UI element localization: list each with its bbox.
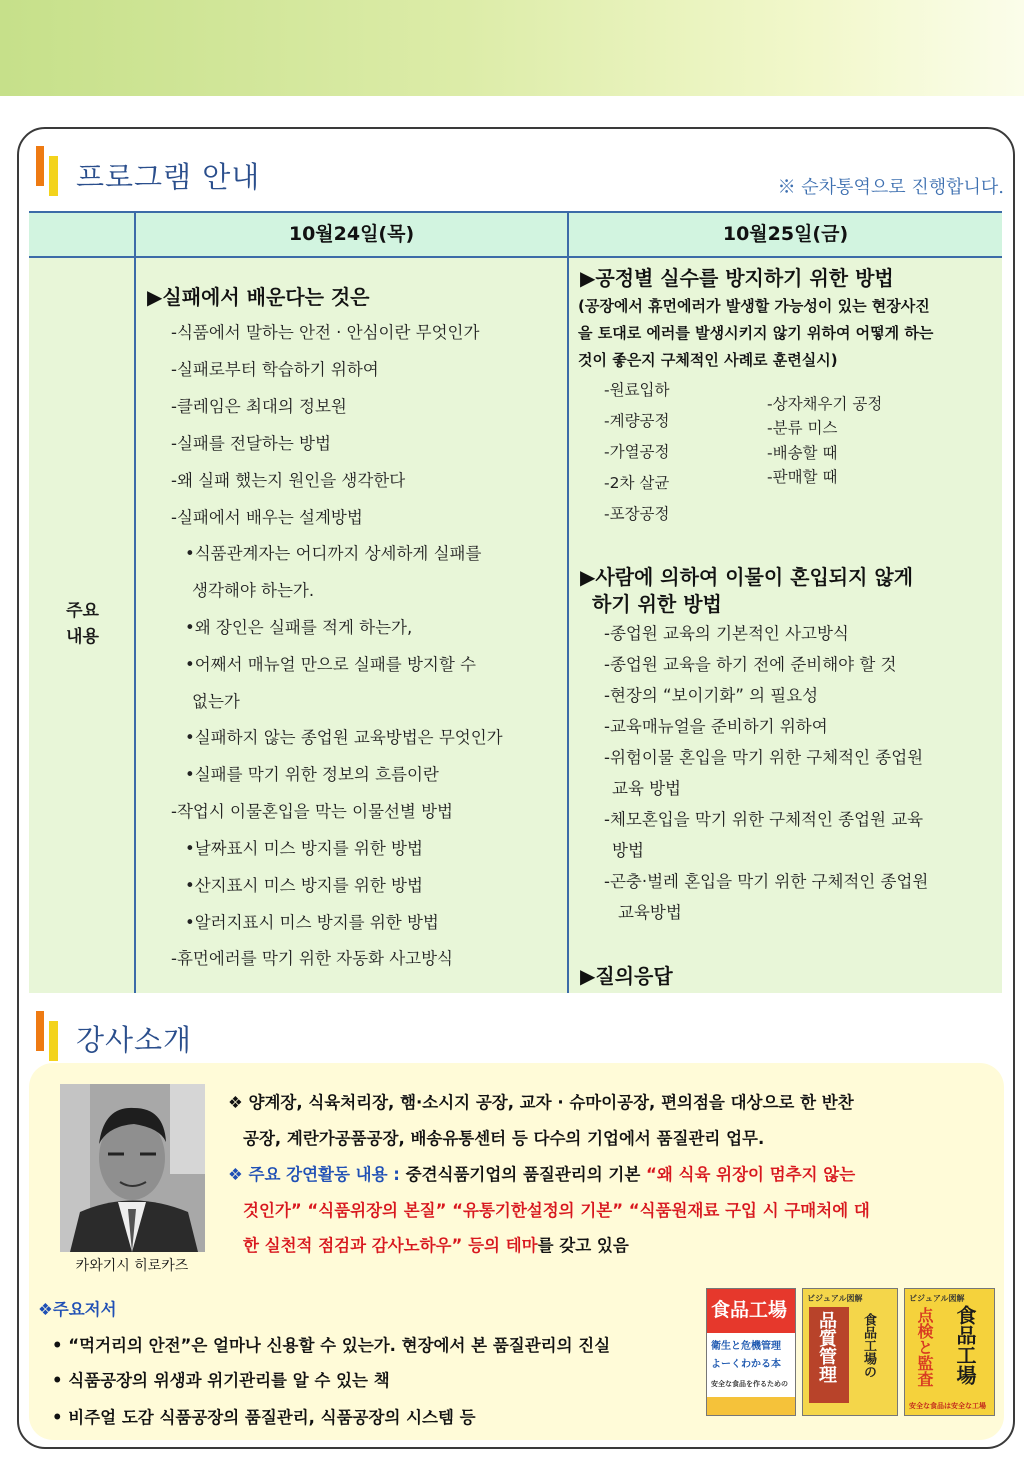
day1-item: -실패에서 배우는 설계방법	[171, 508, 363, 527]
process-item: -분류 미스	[767, 419, 838, 437]
day1-item: •산지표시 미스 방지를 위한 방법	[185, 876, 423, 895]
day2-item: -종업원 교육을 하기 전에 준비해야 할 것	[604, 655, 897, 674]
day2-item: -곤충·벌레 혼입을 막기 위한 구체적인 종업원	[604, 872, 929, 891]
day1-item: •어째서 매뉴얼 만으로 실패를 방지할 수	[185, 655, 476, 674]
day2-section-title: ▶공정별 실수를 방지하기 위한 방법	[580, 266, 894, 290]
process-item: -상자채우기 공정	[767, 395, 883, 413]
day1-item: •왜 장인은 실패를 적게 하는가,	[185, 618, 413, 637]
day1-item: -실패로부터 학습하기 위하여	[171, 360, 379, 379]
process-item: -포장공정	[604, 505, 670, 523]
day2-item: -위험이물 혼입을 막기 위한 구체적인 종업원	[604, 748, 924, 767]
process-item: -계량공정	[604, 412, 670, 430]
book-cover: ビジュアル図解 食品工場 点検と監査 安全な食品は安全な工場	[904, 1288, 995, 1416]
speaker-heading: 강사소개	[76, 1023, 193, 1057]
day2-item: 교육 방법	[612, 779, 682, 798]
day1-item: •실패를 막기 위한 정보의 흐름이란	[185, 765, 439, 784]
day2-item: 교육방법	[618, 903, 682, 922]
header-banner	[0, 0, 1024, 96]
day2-date: 10월25일(금)	[722, 223, 849, 245]
process-item: -가열공정	[604, 443, 670, 461]
books-title: ❖주요저서	[38, 1300, 117, 1319]
heading-marker-icon	[36, 1011, 60, 1061]
book-cover: ビジュアル図解 品質管理 食品工場の	[802, 1288, 898, 1416]
column-divider	[567, 213, 569, 993]
speaker-lectures: 한 실천적 점검과 감사노하우” 등의 테마를 갖고 있음	[243, 1236, 629, 1255]
day1-item: •알러지표시 미스 방지를 위한 방법	[185, 913, 439, 932]
speaker-lectures: 것인가” “식품위장의 본질” “유통기한설정의 기본” “식품원재료 구입 시 구매처에 대	[243, 1201, 870, 1220]
book-item: • 식품공장의 위생과 위기관리를 알 수 있는 책	[52, 1371, 390, 1390]
day1-title: ▶실패에서 배운다는 것은	[147, 285, 370, 309]
day2-item: -종업원 교육의 기본적인 사고방식	[604, 624, 849, 643]
day1-item: 없는가	[192, 692, 240, 711]
speaker-bio: ❖ 양계장, 식육처리장, 햄·소시지 공장, 교자 · 슈마이공장, 편의점을 대상으로 한 반찬	[228, 1093, 854, 1112]
day2-item: 방법	[612, 841, 644, 860]
speaker-photo	[60, 1084, 205, 1252]
process-item: -2차 살균	[604, 474, 670, 492]
day2-item: -교육매뉴얼을 준비하기 위하여	[604, 717, 828, 736]
book-item: • “먹거리의 안전”은 얼마나 신용할 수 있는가. 현장에서 본 품질관리의 진실	[52, 1336, 611, 1355]
day2-item: -현장의 “보이기화” 의 필요성	[604, 686, 819, 705]
day2-item: -체모혼입을 막기 위한 구체적인 종업원 교육	[604, 810, 924, 829]
day1-item: -클레임은 최대의 정보원	[171, 397, 347, 416]
process-item: -판매할 때	[767, 468, 838, 486]
day1-date: 10월24일(목)	[288, 223, 415, 245]
day1-item: -작업시 이물혼입을 막는 이물선별 방법	[171, 802, 453, 821]
day1-item: -식품에서 말하는 안전 · 안심이란 무엇인가	[171, 323, 480, 342]
day1-item: •실패하지 않는 종업원 교육방법은 무엇인가	[185, 728, 503, 747]
process-item: -배송할 때	[767, 444, 838, 462]
interpretation-note: ※ 순차통역으로 진행합니다.	[777, 177, 1004, 198]
row-label: 주요 내용	[66, 601, 99, 647]
process-item: -원료입하	[604, 381, 670, 399]
day2-description: (공장에서 휴먼에러가 발생할 가능성이 있는 현장사진	[578, 297, 930, 315]
book-item: • 비주얼 도감 식품공장의 품질관리, 식품공장의 시스템 등	[52, 1408, 476, 1427]
day2-description: 것이 좋은지 구체적인 사례로 훈련실시)	[578, 351, 838, 369]
speaker-lectures: ❖ 주요 강연활동 내용 : 중견식품기업의 품질관리의 기본 “왜 식육 위장이 멈추지 않는	[228, 1165, 856, 1184]
day2-description: 을 토대로 에러를 발생시키지 않기 위하여 어떻게 하는	[578, 324, 934, 342]
heading-marker-icon	[36, 146, 60, 196]
day1-item: -왜 실패 했는지 원인을 생각한다	[171, 471, 406, 490]
day1-item: -휴먼에러를 막기 위한 자동화 사고방식	[171, 949, 453, 968]
book-cover: 食品工場 衛生と危機管理 よーくわかる本 安全な食品を作るための	[706, 1288, 796, 1416]
speaker-name: 카와기시 히로카즈	[75, 1258, 189, 1274]
speaker-bio: 공장, 계란가공품공장, 배송유통센터 등 다수의 기업에서 품질관리 업무.	[243, 1129, 765, 1148]
day2-section-title: ▶질의응답	[580, 964, 673, 988]
program-heading: 프로그램 안내	[76, 160, 261, 194]
day1-item: 생각해야 하는가.	[192, 581, 315, 600]
day1-item: •날짜표시 미스 방지를 위한 방법	[185, 839, 423, 858]
day1-item: •식품관계자는 어디까지 상세하게 실패를	[185, 544, 482, 563]
day2-section-title: 하기 위한 방법	[592, 592, 722, 616]
day1-item: -실패를 전달하는 방법	[171, 434, 331, 453]
day2-section-title: ▶사람에 의하여 이물이 혼입되지 않게	[580, 565, 914, 589]
